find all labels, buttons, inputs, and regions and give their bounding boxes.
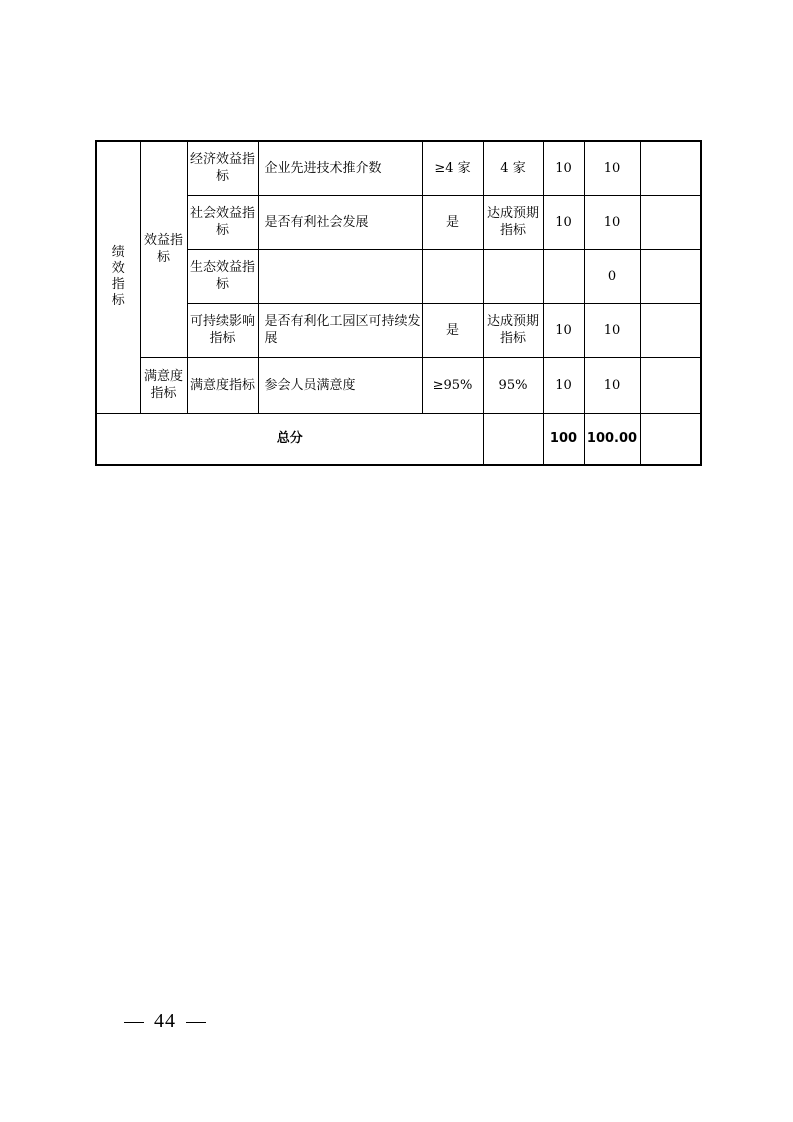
category-cell: 生态效益指标 — [187, 249, 258, 303]
category-cell: 社会效益指标 — [187, 195, 258, 249]
category-cell: 可持续影响指标 — [187, 303, 258, 357]
indicator-cell: 企业先进技术推介数 — [258, 141, 422, 195]
score-cell: 10 — [584, 303, 640, 357]
score-cell: 10 — [584, 195, 640, 249]
category-cell: 满意度指标 — [187, 357, 258, 413]
dash-right — [186, 1022, 206, 1023]
target-cell: 是 — [422, 303, 483, 357]
score-cell: 10 — [584, 141, 640, 195]
indicator-cell: 是否有利化工园区可持续发展 — [258, 303, 422, 357]
weight-cell: 10 — [543, 357, 584, 413]
indicator-cell — [258, 249, 422, 303]
actual-cell: 达成预期指标 — [483, 303, 543, 357]
subgroup-satisfaction-cell — [140, 357, 187, 413]
subgroup-benefit-cell — [140, 141, 187, 357]
category-cell: 经济效益指标 — [187, 141, 258, 195]
group-label-cell — [96, 141, 140, 413]
weight-cell: 10 — [543, 195, 584, 249]
table-row — [96, 303, 701, 357]
table-row — [96, 357, 701, 413]
note-cell — [640, 195, 701, 249]
weight-cell — [543, 249, 584, 303]
subgroup-label: 效益指标 — [143, 233, 183, 266]
dash-left — [124, 1022, 144, 1023]
performance-indicator-table — [95, 140, 702, 466]
weight-cell: 10 — [543, 303, 584, 357]
table-row — [96, 195, 701, 249]
total-note-cell — [640, 413, 701, 465]
weight-cell: 10 — [543, 141, 584, 195]
actual-cell: 95% — [483, 357, 543, 413]
indicator-cell: 参会人员满意度 — [258, 357, 422, 413]
group-label: 绩效指标 — [111, 245, 125, 309]
target-cell: ≥4 家 — [422, 141, 483, 195]
actual-cell: 4 家 — [483, 141, 543, 195]
target-cell — [422, 249, 483, 303]
actual-cell: 达成预期指标 — [483, 195, 543, 249]
table-row — [96, 249, 701, 303]
page-number-value: 44 — [154, 1010, 176, 1032]
note-cell — [640, 303, 701, 357]
table-row — [96, 141, 701, 195]
total-actual-cell — [483, 413, 543, 465]
score-cell: 10 — [584, 357, 640, 413]
note-cell — [640, 141, 701, 195]
target-cell: 是 — [422, 195, 483, 249]
subgroup-label: 满意度指标 — [143, 369, 183, 401]
total-label: 总分 — [96, 413, 483, 465]
total-row — [96, 413, 701, 465]
actual-cell — [483, 249, 543, 303]
indicator-cell: 是否有利社会发展 — [258, 195, 422, 249]
score-cell: 0 — [584, 249, 640, 303]
total-score: 100.00 — [584, 413, 640, 465]
target-cell: ≥95% — [422, 357, 483, 413]
total-weight: 100 — [543, 413, 584, 465]
note-cell — [640, 249, 701, 303]
page-number — [120, 1010, 210, 1033]
note-cell — [640, 357, 701, 413]
